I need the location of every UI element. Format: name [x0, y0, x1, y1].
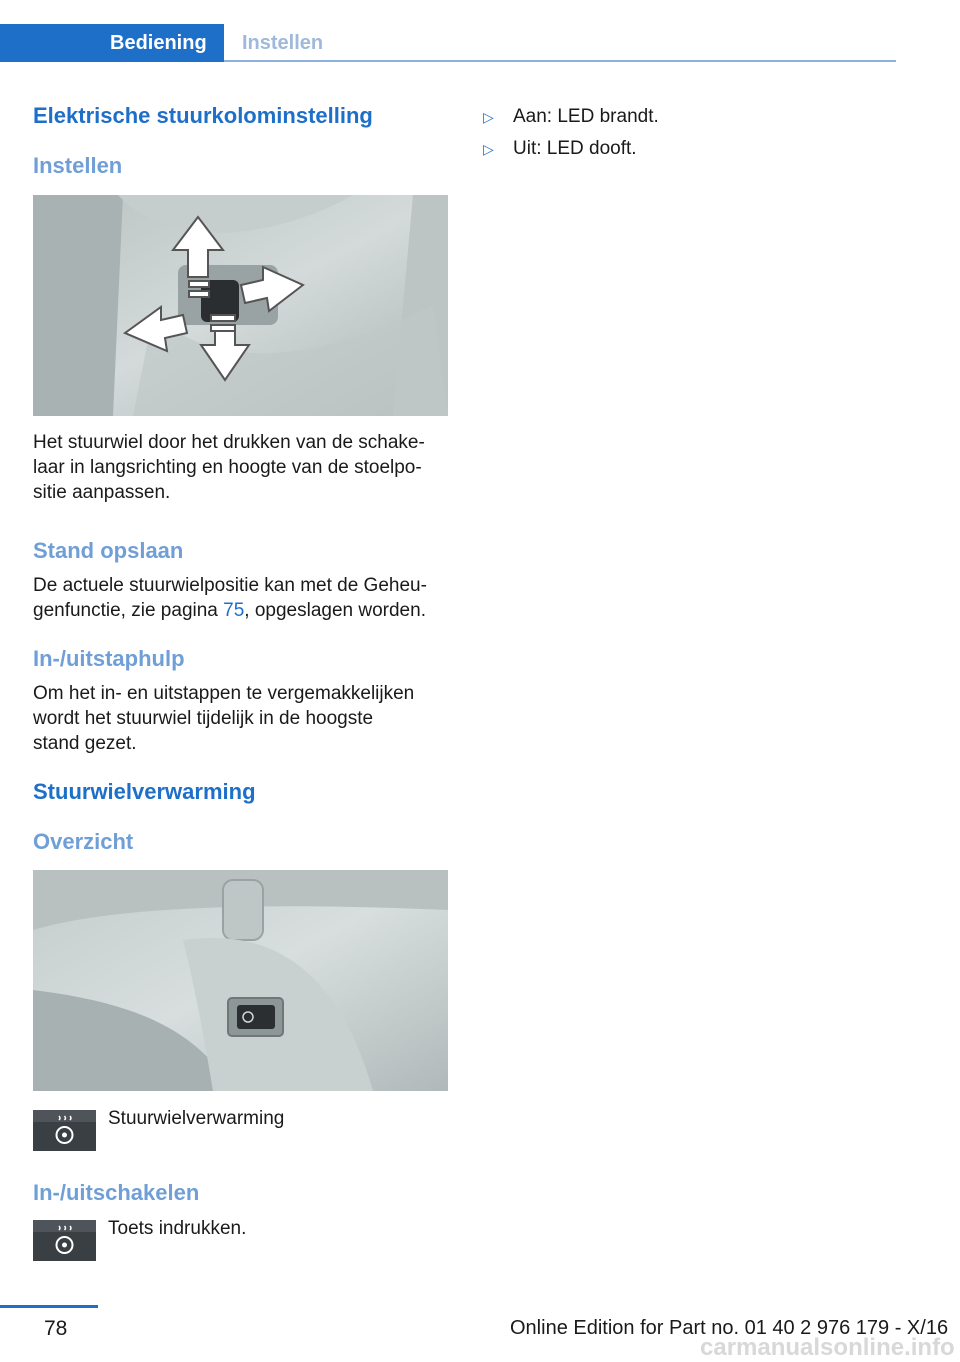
steering-heating-button-icon [33, 1110, 96, 1151]
triangle-bullet-icon: ▷ [483, 141, 494, 157]
subheading-in-uitschakelen: In-/uitschakelen [33, 1180, 200, 1205]
bullet-text: Uit: LED dooft. [513, 138, 637, 159]
footer-accent-line [0, 1305, 98, 1308]
icon-label-toets-indrukken: Toets indrukken. [108, 1218, 247, 1239]
watermark: carmanualsonline.info [700, 1334, 955, 1361]
triangle-bullet-icon: ▷ [483, 109, 494, 125]
subheading-stand-opslaan: Stand opslaan [33, 538, 184, 563]
subheading-instaphulp: In-/uitstaphulp [33, 646, 185, 671]
icon-label-stuurwielverwarming: Stuurwielverwarming [108, 1108, 285, 1129]
header-tabs [0, 24, 323, 62]
stand-line-2-end: , opgeslagen worden. [244, 600, 426, 621]
section-title: Elektrische stuurkolominstelling [33, 103, 373, 128]
edition-text: Online Edition for Part no. 01 40 2 976 179 - X/16 [510, 1317, 949, 1339]
subheading-instellen: Instellen [33, 153, 123, 178]
instellen-line-1: Het stuurwiel door het drukken van de schake- [33, 432, 425, 453]
page-link-75[interactable]: 75 [223, 600, 245, 621]
subheading-overzicht: Overzicht [33, 829, 134, 854]
bullet-item [483, 106, 659, 128]
inuit-line-3: stand gezet. [33, 733, 137, 754]
header-divider [224, 60, 896, 62]
stand-line-2-start: genfunctie, zie pagina [33, 600, 224, 621]
steering-heating-overview-image [33, 870, 448, 1091]
steering-heating-button-icon-2 [33, 1220, 96, 1261]
stand-line-1: De actuele stuurwielpositie kan met de Geheu- [33, 575, 427, 596]
bullet-text: Aan: LED brandt. [513, 106, 659, 127]
inuit-line-1: Om het in- en uitstappen te vergemakkelijken [33, 683, 415, 704]
page-number: 78 [44, 1317, 68, 1340]
inuit-line-2: wordt het stuurwiel tijdelijk in de hoogste [33, 708, 374, 729]
tab-bediening[interactable]: Bediening [0, 24, 224, 62]
section-title-verwarming: Stuurwielverwarming [33, 779, 256, 804]
instellen-line-2: laar in langsrichting en hoogte van de stoelpo- [33, 457, 422, 478]
bullet-item [483, 138, 637, 160]
instellen-line-3: sitie aanpassen. [33, 482, 171, 503]
steering-adjust-image [33, 195, 448, 416]
stand-line-2 [33, 598, 453, 623]
tab-instellen[interactable]: Instellen [242, 31, 324, 54]
